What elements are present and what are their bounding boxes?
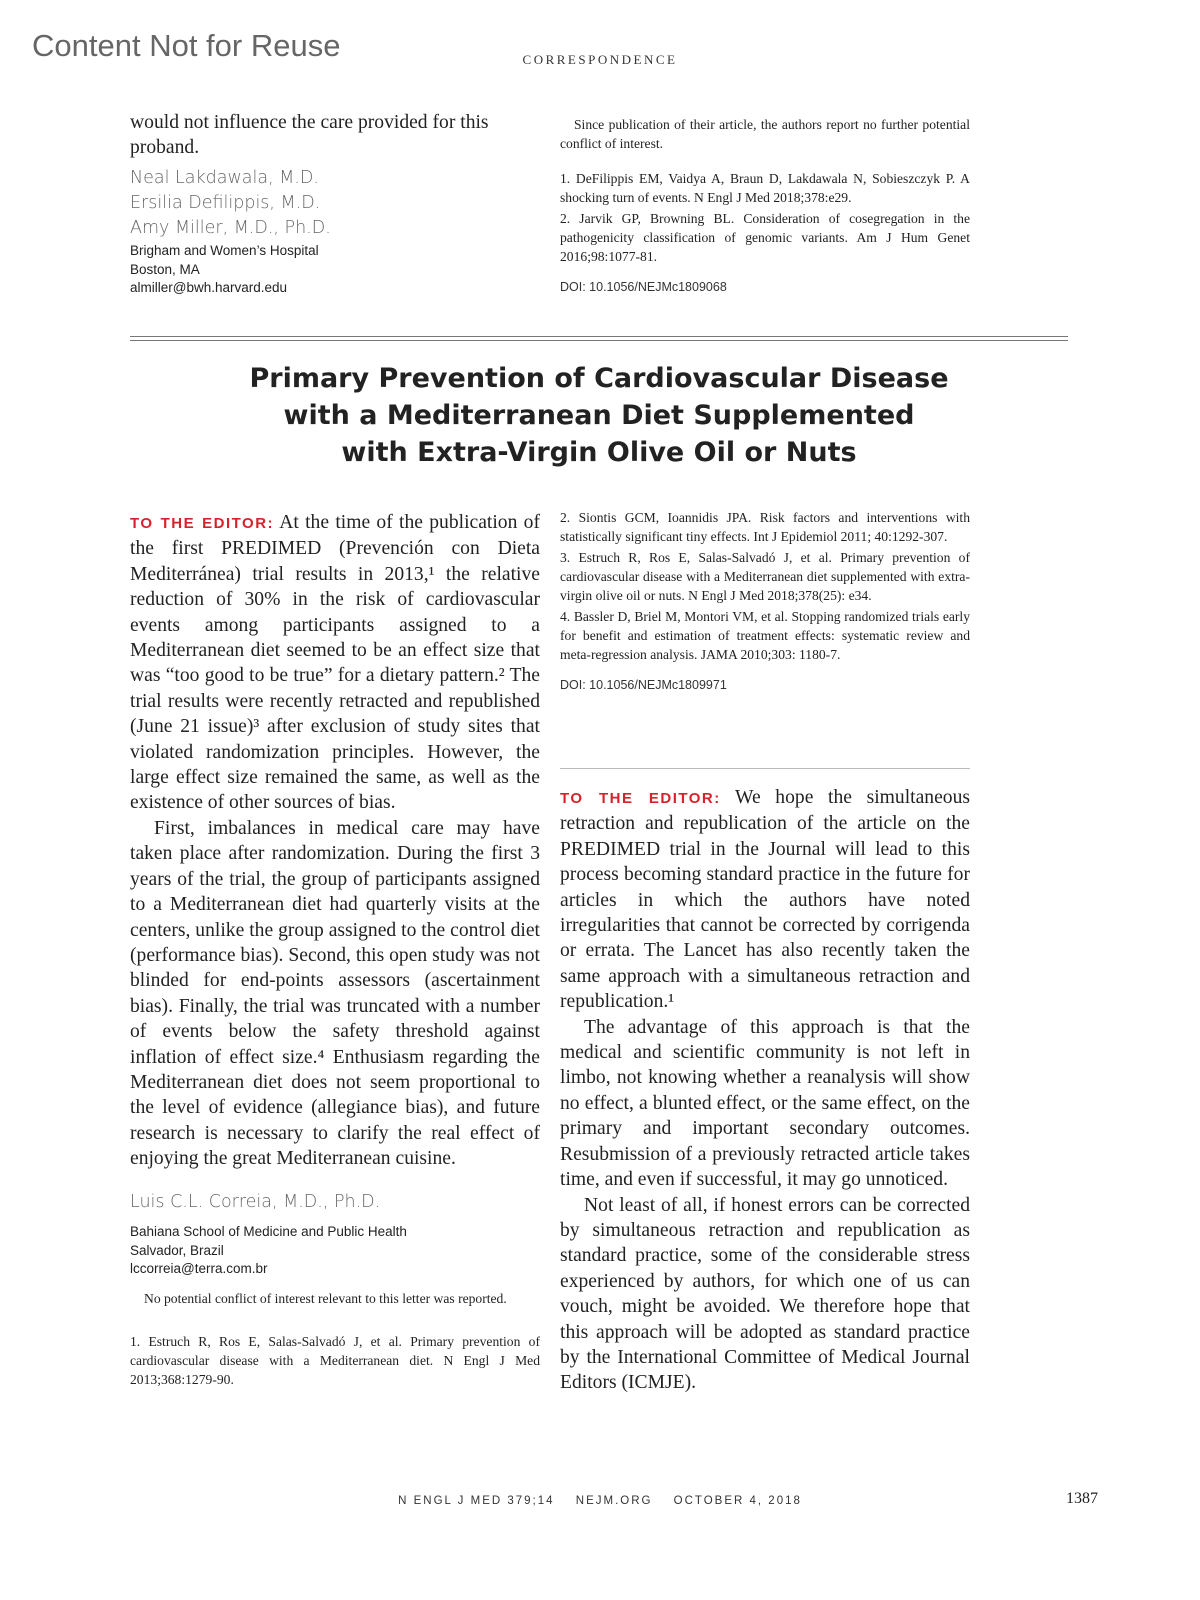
prev-disclosure: Since publication of their article, the authors report no further potential conflict of interest.	[560, 117, 970, 151]
letter-2-paragraph-2: The advantage of this approach is that the medical and scientific community is not left in limbo, not knowing whether a reanalysis will show no effect, a blunted effect, or the same effect, on the primary and important secondary outcomes. Resubmission of a previously retracted article takes time, and even if successful, it may go unnoticed.	[560, 1016, 970, 1191]
footer-journal: N ENGL J MED 379;14	[398, 1495, 555, 1507]
to-editor-label: TO THE EDITOR:	[130, 515, 275, 532]
letter-1-paragraph-2: First, imbalances in medical care may have taken place after randomization. During the first 3 years of the trial, the group of participants assigned to a Mediterranean diet had quarterly visits at the centers, unlike the group assigned to the control diet (performance bias). Second, this open study was not blinded for end-points assessors (ascertainment bias). Finally, the trial was truncated with a number of events below the safety threshold against inflation of effect size.⁴ Enthusiasm regarding the Mediterranean diet does not seem proportional to the level of evidence (allegiance bias), and future research is necessary to clarify the real effect of enjoying the great Mediterranean cuisine.	[130, 817, 540, 1170]
letter-1-paragraph-1	[130, 510, 540, 816]
section-divider	[130, 336, 1068, 341]
letter-1-affiliation	[130, 1223, 540, 1279]
author-name: Ersilia Defilippis, M.D.	[130, 193, 321, 213]
watermark: Content Not for Reuse	[32, 28, 341, 63]
footer-date: OCTOBER 4, 2018	[673, 1495, 802, 1507]
letter-1-body	[130, 510, 540, 1172]
page-footer	[0, 1495, 1200, 1507]
footer-site: NEJM.ORG	[575, 1495, 653, 1507]
to-editor-label: TO THE EDITOR:	[560, 790, 721, 807]
letter-2-paragraph-3: Not least of all, if honest errors can be corrected by simultaneous retraction and republication as standard practice, some of the considerable stress experienced by authors, for which one of us can vouch, might be avoided. We therefore hope that this approach will be adopted as standard practice by the International Committee of Medical Journal Editors (ICMJE).	[560, 1194, 970, 1394]
prev-closing-text: would not influence the care provided for this proband.	[130, 112, 489, 159]
reference-item: 1. Estruch R, Ros E, Salas-Salvadó J, et al. Primary prevention of cardiovascular disease with a Mediterranean diet. N Engl J Med 2013;368:1279-90.	[130, 1334, 540, 1387]
title-line: with a Mediterranean Diet Supplemented	[283, 400, 915, 431]
reference-item: 2. Siontis GCM, Ioannidis JPA. Risk factors and interventions with statistically significant tiny effects. Int J Epidemiol 2011; 40:1292-307.	[560, 510, 970, 544]
prev-right-column	[560, 115, 970, 294]
letter-2-body	[560, 785, 970, 1396]
letter-1-author: Luis C.L. Correia, M.D., Ph.D.	[130, 1192, 381, 1212]
location: Salvador, Brazil	[130, 1242, 224, 1258]
letter-1-references	[560, 508, 970, 692]
page-number: 1387	[1066, 1490, 1098, 1507]
title-line: with Extra-Virgin Olive Oil or Nuts	[341, 437, 857, 468]
reference-item: 4. Bassler D, Briel M, Montori VM, et al. Stopping randomized trials early for benefit and estimation of treatment effects: systematic review and meta-regression analysis. JAMA 2010;303: 1180-7.	[560, 609, 970, 662]
letter-divider	[560, 768, 970, 769]
letter-1-doi: DOI: 10.1056/NEJMc1809971	[560, 678, 727, 692]
institution: Brigham and Women’s Hospital	[130, 243, 319, 258]
paragraph-text: At the time of the publication of the first PREDIMED (Prevención con Dieta Mediterránea) trial results in 2013,¹ the relative reduction of 30% in the risk of cardiovascular events among participants assigned to a Mediterranean diet seemed to be an effect size that was “too good to be true” for a dietary pattern.² The trial results were recently retracted and republished (June 21 issue)³ after exclusion of study sites that violated randomization principles. However, the large effect size remained the same, as well as the existence of other sources of bias.	[130, 512, 540, 814]
letter-1-disclosure-block	[130, 1289, 540, 1391]
reference-item: 1. DeFilippis EM, Vaidya A, Braun D, Lakdawala N, Sobieszczyk P. A shocking turn of events. N Engl J Med 2018;378:e29.	[560, 171, 970, 205]
prev-letter-closing	[130, 110, 540, 161]
prev-doi: DOI: 10.1056/NEJMc1809068	[560, 280, 727, 294]
reference-item: 3. Estruch R, Ros E, Salas-Salvadó J, et al. Primary prevention of cardiovascular disease with a Mediterranean diet supplemented with extra-virgin olive oil or nuts. N Engl J Med 2018;378(25): e34.	[560, 550, 970, 603]
author-name: Amy Miller, M.D., Ph.D.	[130, 218, 331, 238]
letter-2-paragraph-1	[560, 785, 970, 1015]
section-heading: CORRESPONDENCE	[522, 52, 678, 67]
author-name: Neal Lakdawala, M.D.	[130, 168, 319, 188]
article-title	[130, 360, 1068, 471]
prev-author-list	[130, 166, 540, 241]
letter-1-disclosure: No potential conflict of interest relevant to this letter was reported.	[144, 1291, 507, 1306]
paragraph-text: We hope the simultaneous retraction and republication of the article on the PREDIMED trial in the Journal will lead to this process becoming standard practice in the future for articles in which the authors have noted irregularities that cannot be corrected by corrigenda or errata. The Lancet has also recently taken the same approach with a simultaneous retraction and republication.¹	[560, 787, 970, 1013]
reference-item: 2. Jarvik GP, Browning BL. Consideration of cosegregation in the pathogenicity classification of genomic variants. Am J Hum Genet 2016;98:1077-81.	[560, 211, 970, 264]
prev-affiliation	[130, 242, 540, 298]
institution: Bahiana School of Medicine and Public Health	[130, 1224, 407, 1239]
email: lccorreia@terra.com.br	[130, 1261, 268, 1276]
location: Boston, MA	[130, 261, 200, 277]
title-line: Primary Prevention of Cardiovascular Disease	[249, 363, 949, 394]
email: almiller@bwh.harvard.edu	[130, 280, 288, 295]
